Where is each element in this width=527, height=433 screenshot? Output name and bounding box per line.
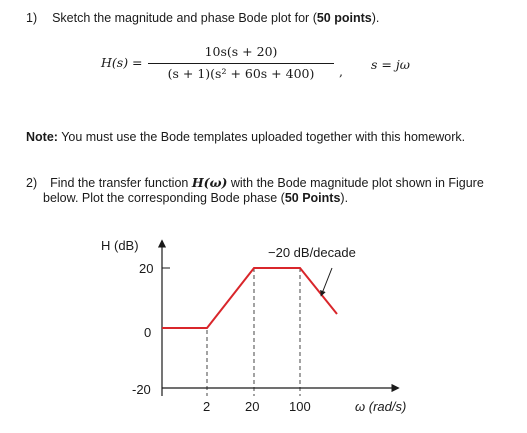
question-1-points: 50 points [316, 11, 372, 25]
equation-substitution: s = jω [371, 57, 410, 72]
y-tick-label-neg20: -20 [132, 382, 151, 397]
x-tick-label-100: 100 [289, 399, 311, 414]
x-tick-label-2: 2 [203, 399, 211, 414]
question-2-text-c: below. Plot the corresponding Bode phase ( [43, 191, 285, 205]
question-1-text: Sketch the magnitude and phase Bode plot for ( [52, 11, 317, 25]
note-text: You must use the Bode templates uploaded together with this homework. [57, 130, 466, 144]
magnitude-line [162, 268, 337, 328]
equation-numerator: 10s(s + 20) [204, 44, 278, 59]
x-tick-label-20: 20 [245, 399, 260, 414]
question-2-text-d: ). [340, 191, 349, 205]
note-label: Note: [26, 130, 58, 144]
question-2-points: 50 Points [284, 191, 341, 205]
equation-lhs: H(s) = [101, 55, 143, 70]
equation-comma: , [339, 64, 343, 79]
question-1-number: 1) [26, 11, 38, 25]
question-2-function: H(ω) [191, 175, 228, 190]
question-2-text-a: Find the transfer function [50, 176, 192, 190]
y-axis-label: H (dB) [101, 238, 139, 253]
equation-denominator: (s + 1)(s² + 60s + 400) [167, 66, 315, 81]
y-tick-label-20: 20 [139, 261, 154, 276]
slope-annotation: −20 dB/decade [268, 245, 356, 260]
question-1-tail: ). [371, 11, 380, 25]
x-axis-label: ω (rad/s) [355, 399, 407, 414]
question-2-number: 2) [26, 176, 38, 190]
question-2-text-b: with the Bode magnitude plot shown in Figure [227, 176, 484, 190]
y-tick-label-0: 0 [144, 325, 152, 340]
annotation-pointer [321, 268, 332, 296]
